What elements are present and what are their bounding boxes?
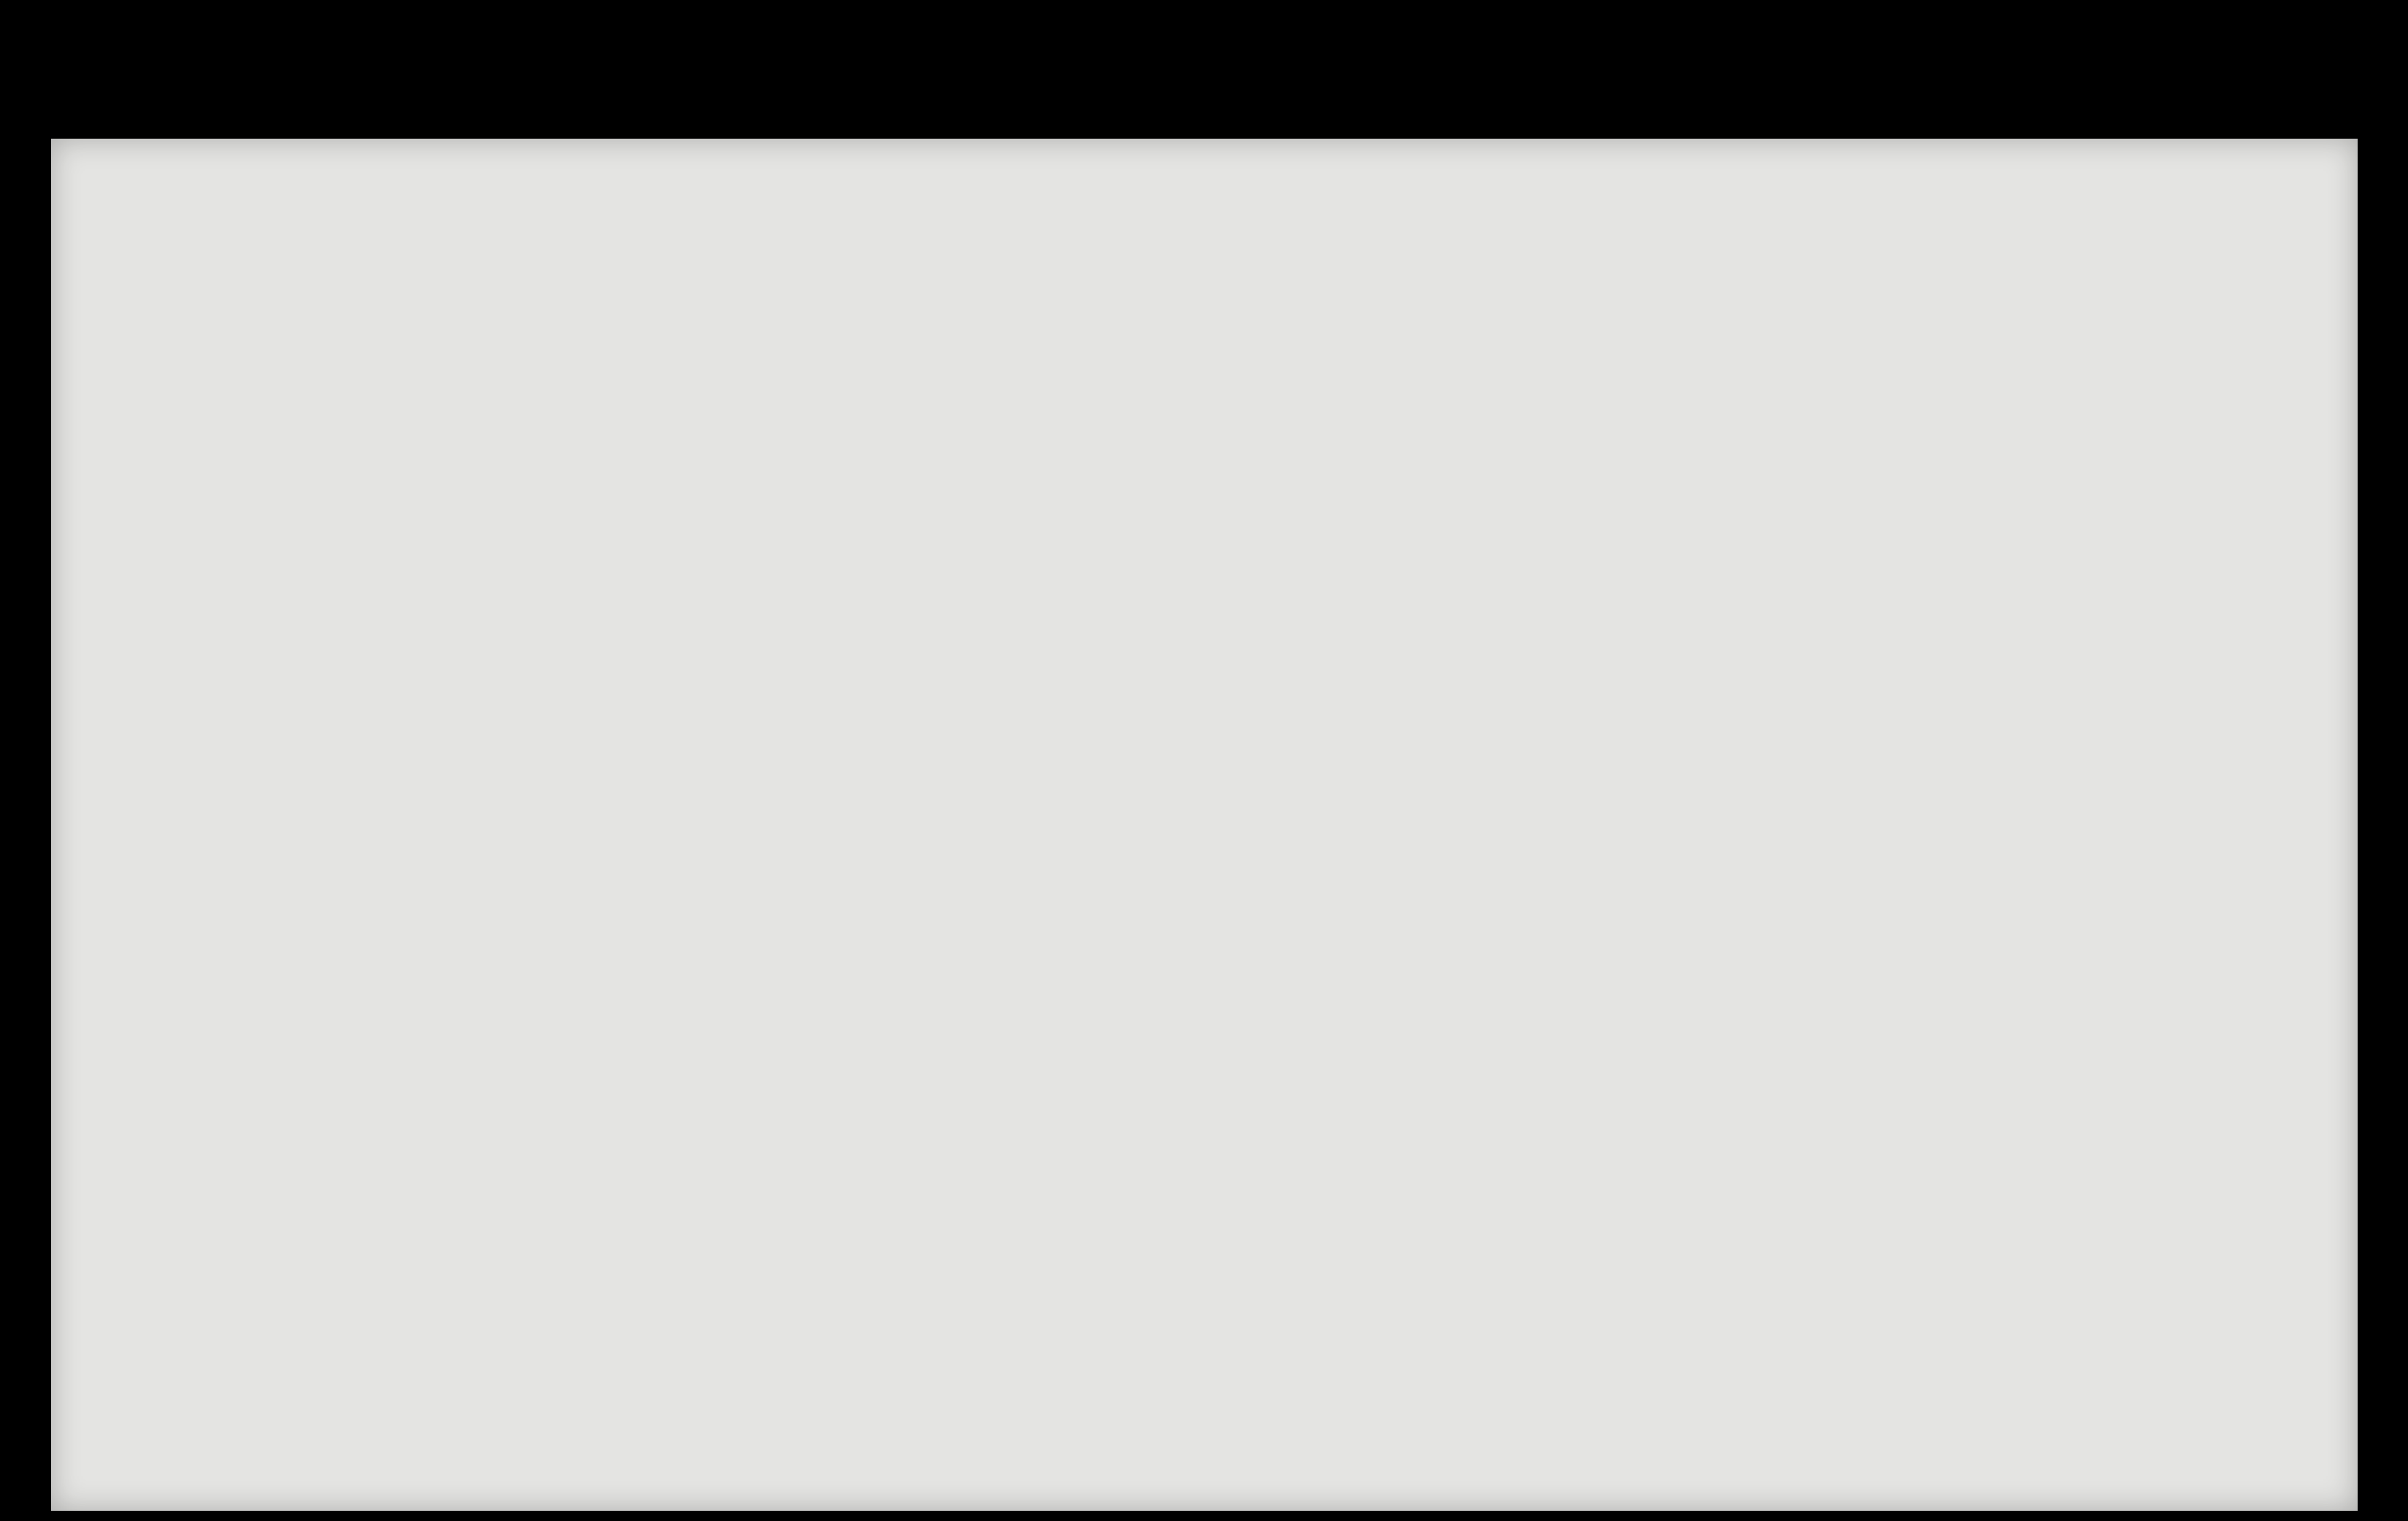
- census-form-sheet: [51, 139, 2358, 1511]
